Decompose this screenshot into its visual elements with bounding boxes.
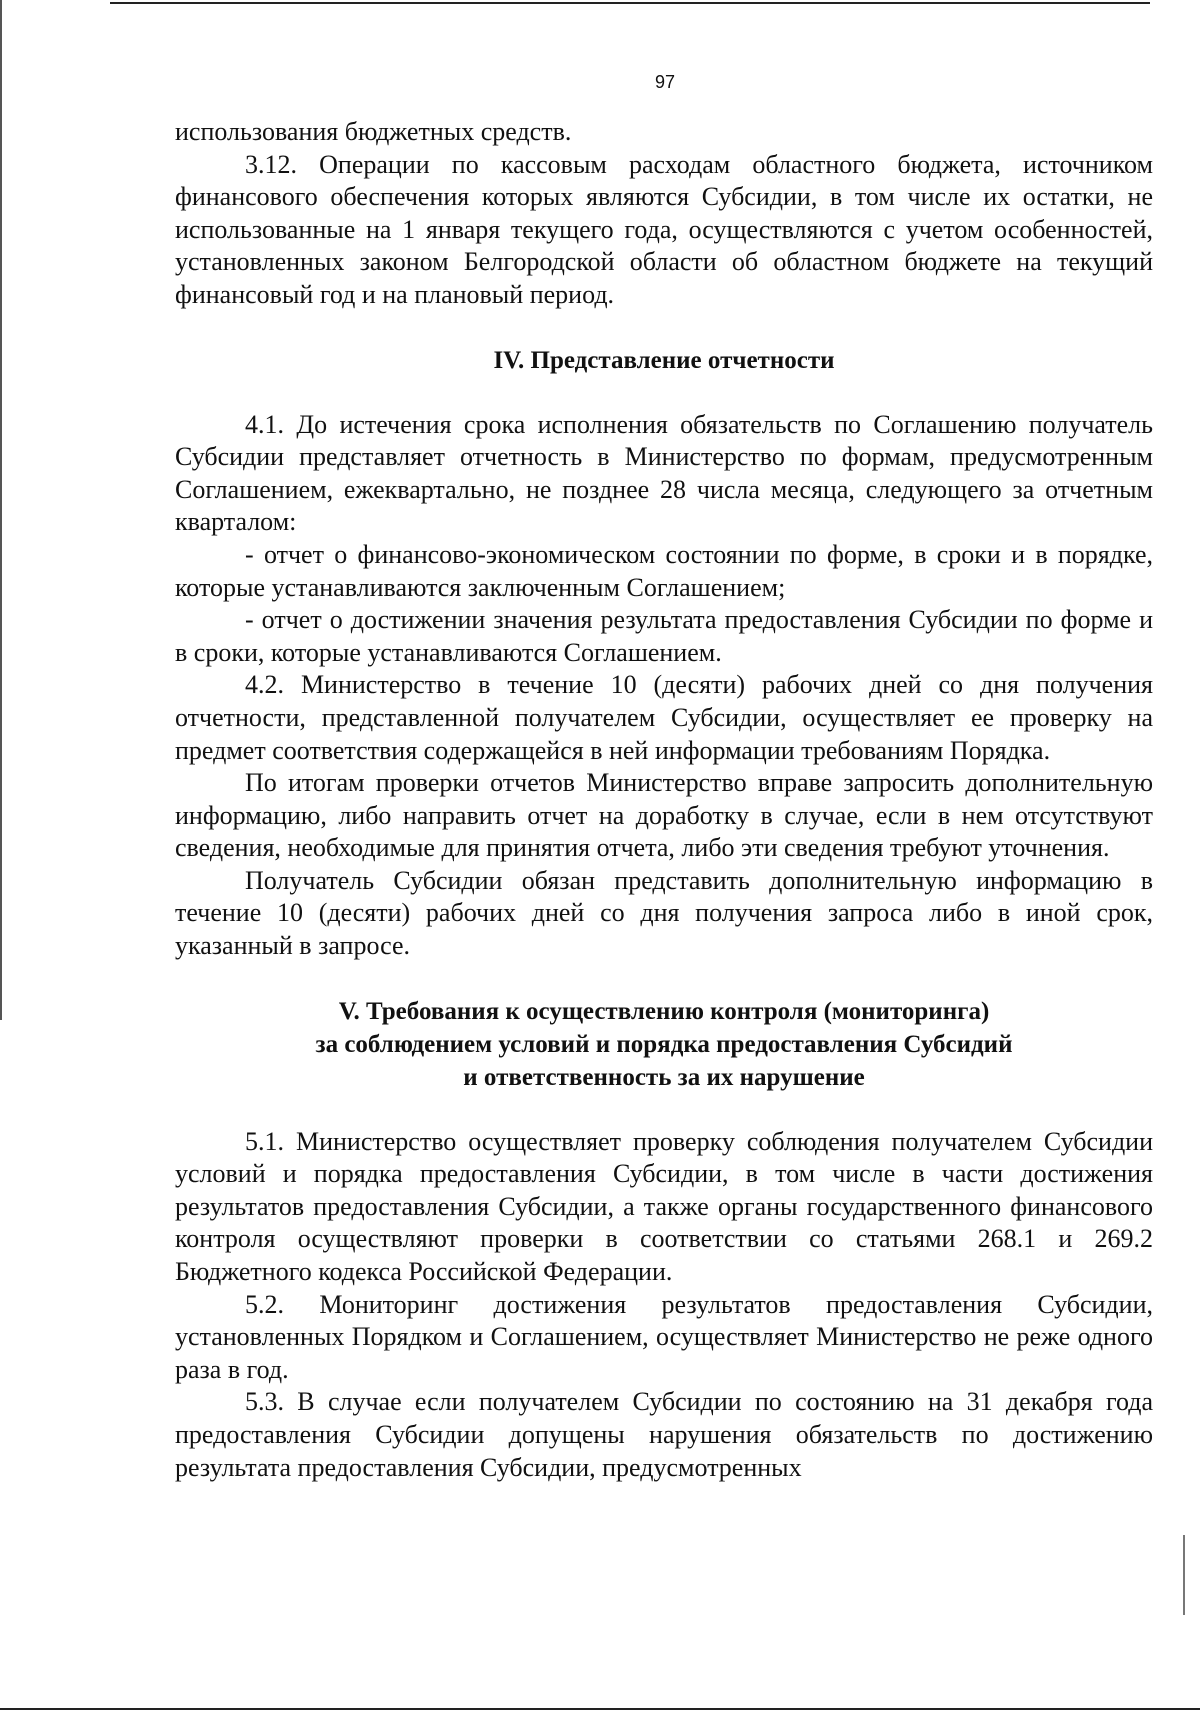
paragraph-4-1: 4.1. До истечения срока исполнения обязательств по Соглашению получатель Субсидии представляет отчетность в Министерство по формам, предусмотренным Соглашением, ежеквартально, не позднее 28 числа месяца, следующего за отчетным кварталом: <box>175 409 1153 537</box>
page-number: 97 <box>654 72 676 92</box>
section-heading-v-line: V. Требования к осуществлению контроля (мониторинга) <box>338 997 990 1025</box>
list-item-result-report: - отчет о достижении значения результата предоставления Субсидии по форме и в сроки, которые устанавливаются Соглашением. <box>175 605 1153 667</box>
scan-bottom-rule <box>0 1708 1200 1710</box>
paragraph-5-3: 5.3. В случае если получателем Субсидии по состоянию на 31 декабря года предоставления Субсидии допущены нарушения обязательств по достижению результата предоставления Субсидии, предусмотренных <box>175 1387 1153 1482</box>
paragraph-4-2: 4.2. Министерство в течение 10 (десяти) рабочих дней со дня получения отчетности, представленной получателем Субсидии, осуществляет ее проверку на предмет соответствия содержащейся в ней информации требованиям Порядка. <box>175 670 1153 765</box>
scan-left-edge <box>0 0 2 1020</box>
section-heading-iv: IV. Представление отчетности <box>493 346 835 374</box>
paragraph-review-results: По итогам проверки отчетов Министерство вправе запросить дополнительную информацию, либо направить отчет на доработку в случае, если в нем отсутствуют сведения, необходимые для принятия отчета, либо эти сведения требуют уточнения. <box>175 768 1153 863</box>
paragraph-3-12: 3.12. Операции по кассовым расходам областного бюджета, источником финансового обеспечения которых являются Субсидии, в том числе их остатки, не использованные на 1 января текущего года, осуществляются с учетом особенностей, установленных законом Белгородской области об областном бюджете на текущий финансовый год и на плановый период. <box>175 149 1153 309</box>
document-body <box>175 116 1153 1484</box>
paragraph-5-1: 5.1. Министерство осуществляет проверку соблюдения получателем Субсидии условий и порядка предоставления Субсидии, в том числе в части достижения результатов предоставления Субсидии, а также органы государственного финансового контроля осуществляют проверки в соответствии со статьями 268.1 и 269.2 Бюджетного кодекса Российской Федерации. <box>175 1126 1153 1287</box>
paragraph-5-2: 5.2. Мониторинг достижения результатов предоставления Субсидии, установленных Порядком и Соглашением, осуществляет Министерство не реже одного раза в год. <box>175 1289 1153 1384</box>
section-heading-v-line: и ответственность за их нарушение <box>463 1063 865 1091</box>
list-item-financial-report: - отчет о финансово-экономическом состоянии по форме, в сроки и в порядке, которые устанавливаются заключенным Соглашением; <box>175 539 1153 602</box>
paragraph-additional-info: Получатель Субсидии обязан представить дополнительную информацию в течение 10 (десяти) рабочих дней со дня получения запроса либо в иной срок, указанный в запросе. <box>175 865 1153 961</box>
scan-top-rule <box>110 2 1150 4</box>
section-heading-v-line: за соблюдением условий и порядка предоставления Субсидий <box>315 1030 1013 1058</box>
paragraph-continuation: использования бюджетных средств. <box>175 117 572 146</box>
section-heading-v <box>175 995 1153 1094</box>
scan-right-edge <box>1183 1535 1185 1615</box>
